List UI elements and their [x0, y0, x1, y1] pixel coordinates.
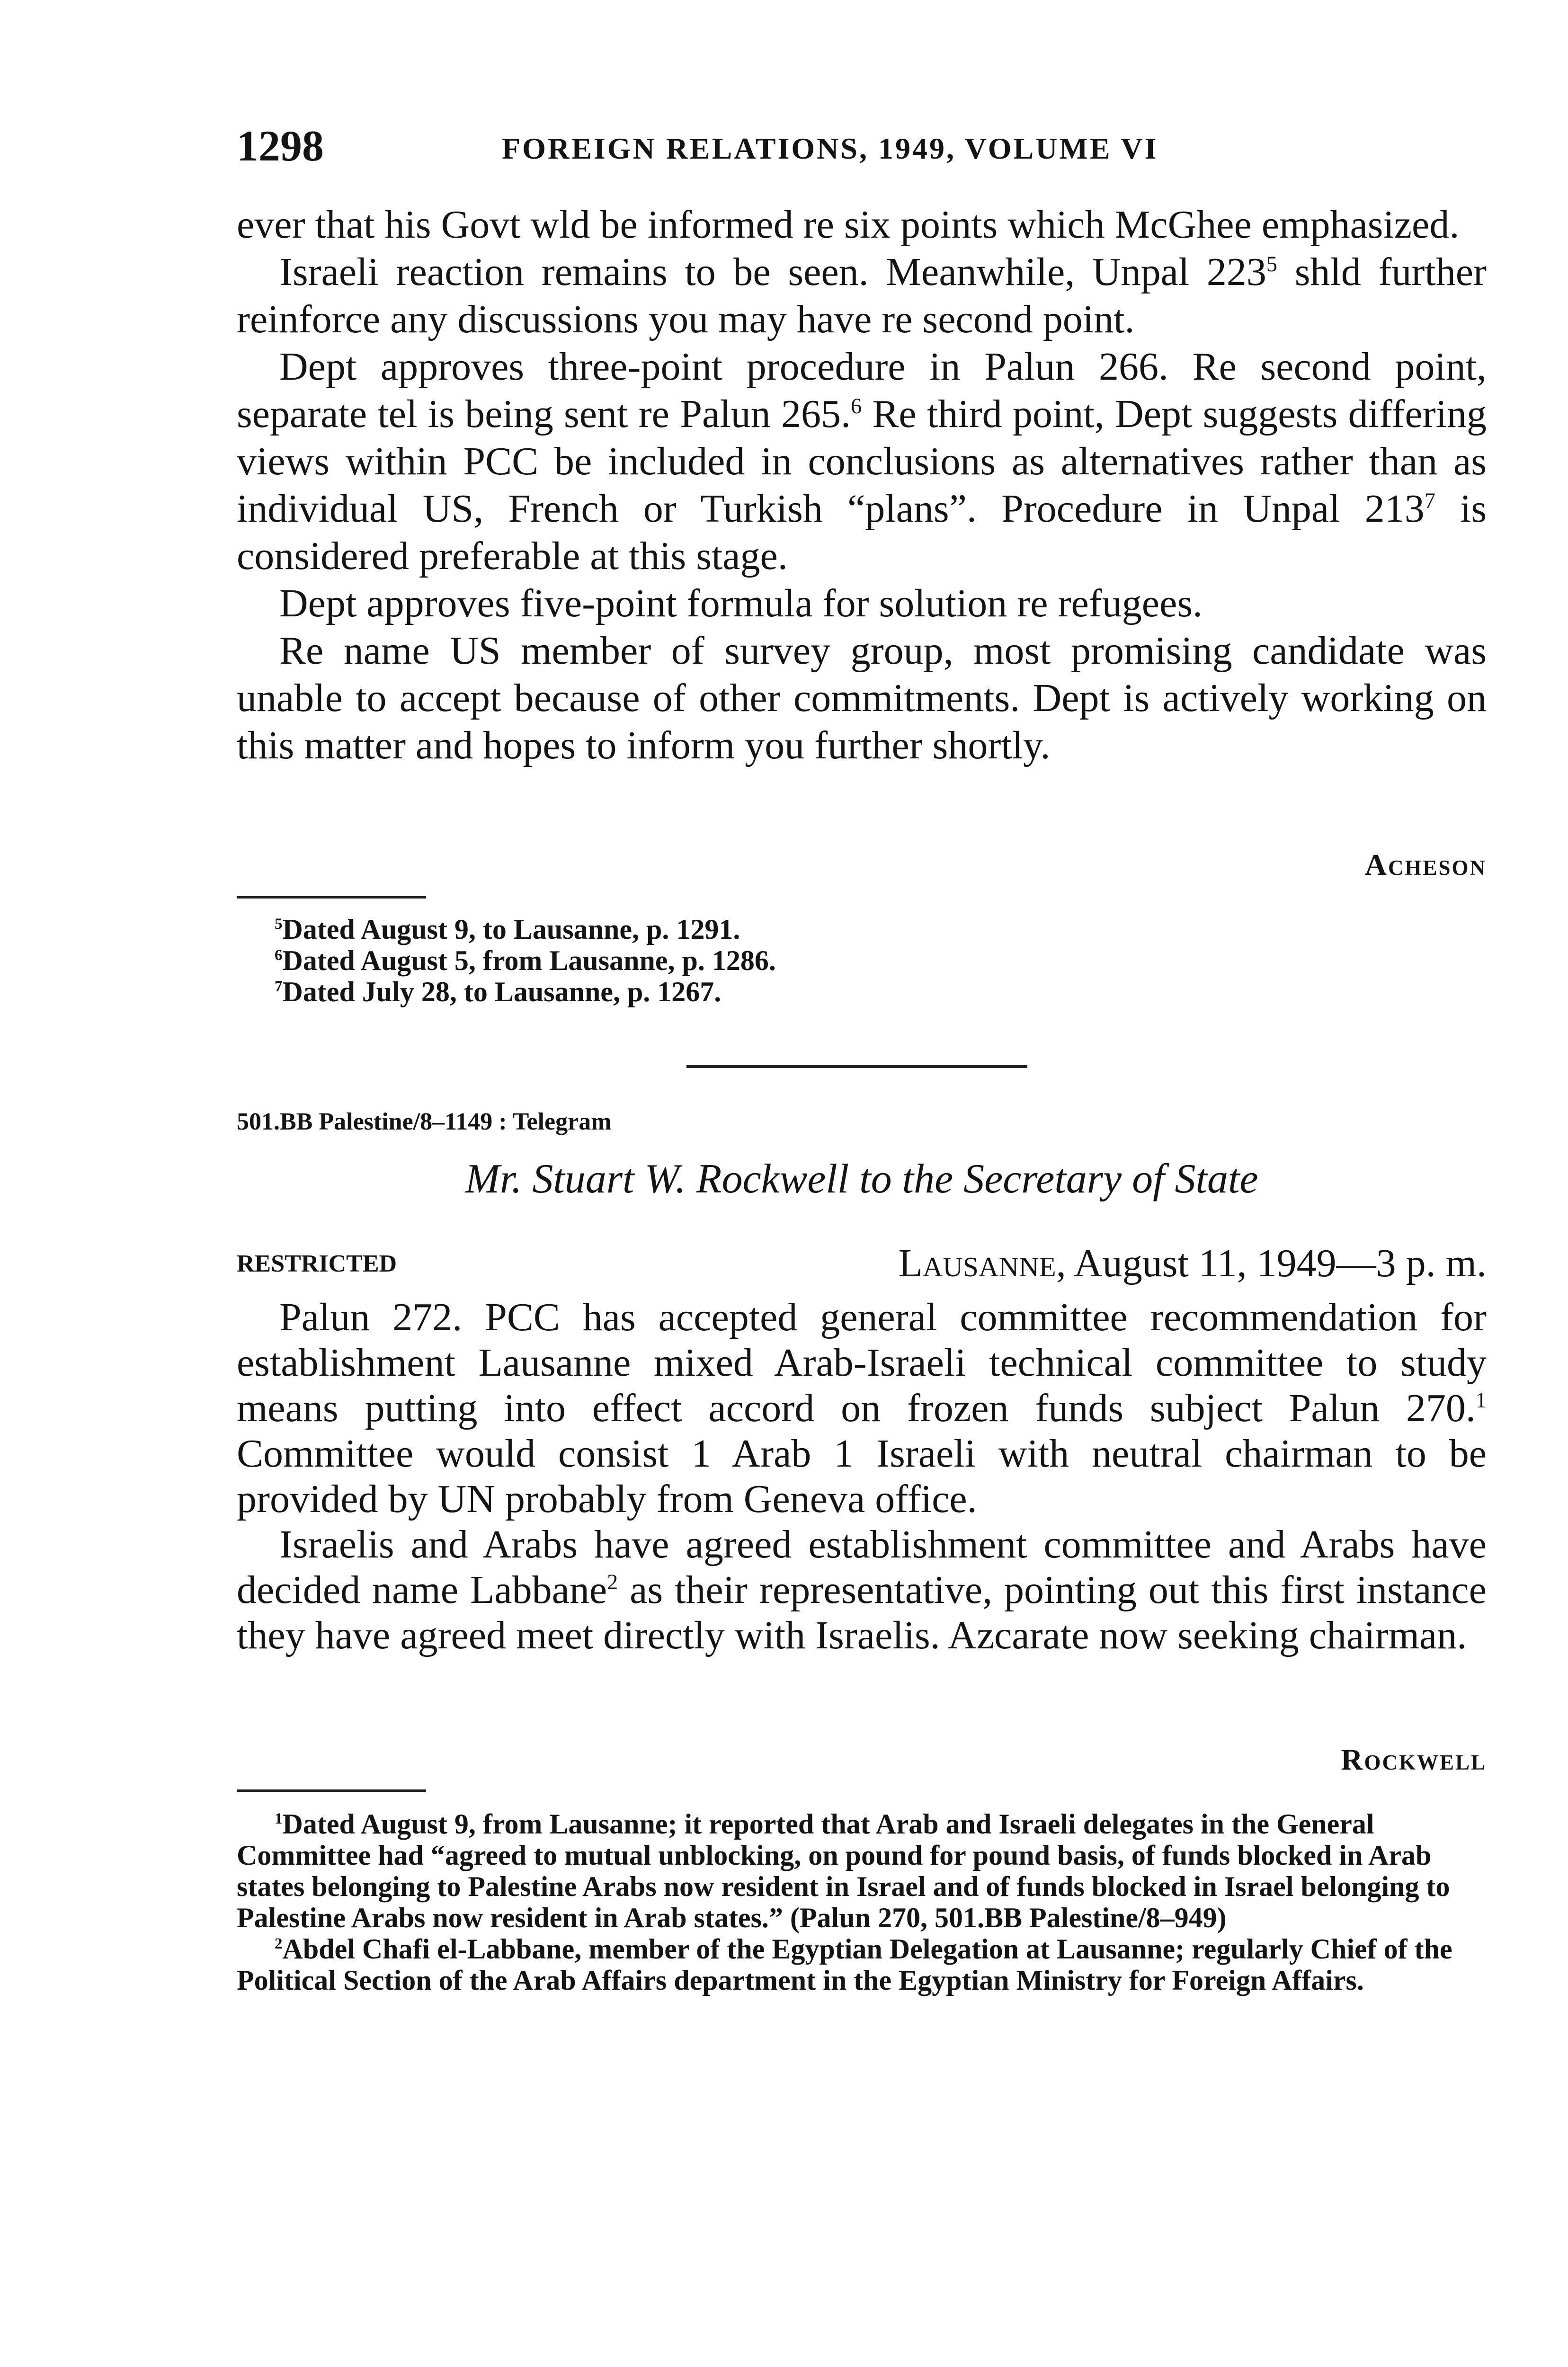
footnote-ref: 1: [1475, 1388, 1487, 1412]
footnote-rule: [237, 896, 426, 899]
doc2-paragraph: Israelis and Arabs have agreed establishment committee and Arabs have decided name Labbane$^2$ as their representative, pointing out this first instance they have agreed meet directly with Israelis. Azcarate now seeking chairman.: [237, 1522, 1487, 1657]
doc1-footnotes: [237, 914, 1487, 1007]
footnote: $^5$Dated August 9, to Lausanne, p. 1291.: [275, 914, 740, 945]
dateline: Lausanne, August 11, 1949—3 p. m.: [898, 1241, 1487, 1285]
classification-line: [237, 1240, 1487, 1288]
doc1-paragraph: Israeli reaction remains to be seen. Meanwhile, Unpal $223^5$ shld further reinforce any discussions you may have re second point.: [237, 250, 1487, 341]
doc1-paragraph: Dept approves five-point formula for solution re refugees.: [279, 581, 1203, 625]
running-head: FOREIGN RELATIONS, 1949, VOLUME VI: [502, 132, 1158, 165]
doc2-footnotes: [237, 1808, 1487, 1996]
page-number: 1298: [237, 122, 324, 170]
doc2-paragraph: Palun 272. PCC has accepted general committee recommendation for establishment Lausanne mixed Arab-Israeli technical committee to study means putting into effect accord on frozen funds subject Palun 270.$^1$ Committee would consist 1 Arab 1 Israeli with neutral chairman to be provided by UN probably from Geneva office.: [237, 1295, 1487, 1521]
footnote-rule: [237, 1789, 426, 1792]
footnote-ref: 7: [1424, 489, 1435, 513]
document-page: [237, 0, 1487, 2367]
page-header: [237, 121, 1487, 173]
file-number: 501.BB Palestine/8–1149 : Telegram: [237, 1108, 612, 1135]
signature-acheson: Acheson: [1364, 848, 1487, 881]
footnote: $^7$Dated July 28, to Lausanne, p. 1267.: [275, 976, 722, 1007]
document-title: Mr. Stuart W. Rockwell to the Secretary of State: [465, 1156, 1258, 1202]
doc1-paragraph: Re name US member of survey group, most promising candidate was unable to accept because of other commitments. Dept is actively working on this matter and hopes to inform you further shortly.: [237, 629, 1487, 767]
section-divider: [686, 1065, 1027, 1068]
footnote-ref: 2: [607, 1570, 618, 1594]
footnote: $^2$Abdel Chafi el-Labbane, member of the Egyptian Delegation at Lausanne; regularly Chief of the Political Section of the Arab Affairs department in the Egyptian Ministry for Foreign Affairs.: [237, 1933, 1452, 1996]
doc1-paragraph: ever that his Govt wld be informed re six points which McGhee emphasized.: [237, 203, 1460, 247]
footnote: $^1$Dated August 9, from Lausanne; it reported that Arab and Israeli delegates in the General Committee had “agreed to mutual unblocking, on pound for pound basis, of funds blocked in Arab states belonging to Palestine Arabs now resident in Israel and of funds blocked in Israel belonging to Palestine Arabs now resident in Arab states.” (Palun 270, 501.BB Palestine/8–949): [237, 1808, 1450, 1933]
doc1-paragraph: Dept approves three-point procedure in Palun 266. Re second point, separate tel is being sent re Palun 265.$^6$ Re third point, Dept suggests differing views within PCC be included in conclusions as alternatives rather than as individual US, French or Turkish “plans”. Procedure in Unpal $213^7$ is considered preferable at this stage.: [237, 345, 1487, 578]
footnote-ref: 6: [850, 394, 862, 418]
doc1-body: [237, 201, 1487, 769]
classification: RESTRICTED: [237, 1250, 397, 1277]
doc2-body: [237, 1295, 1487, 1658]
signature-rockwell: Rockwell: [1341, 1743, 1487, 1776]
footnote-ref: 5: [1266, 252, 1278, 276]
footnote: $^6$Dated August 5, from Lausanne, p. 1286.: [275, 945, 776, 976]
